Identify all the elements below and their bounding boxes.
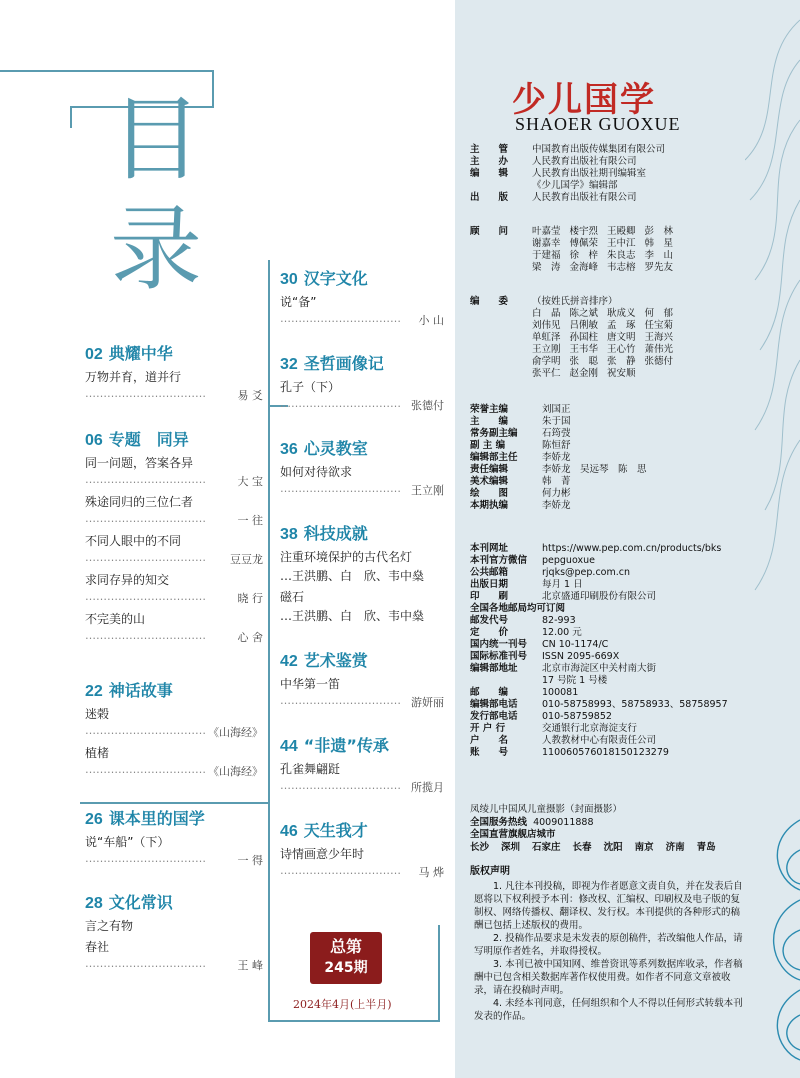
info-value: 每月 1 日 <box>542 579 583 590</box>
person-name: 赵金刚 <box>569 368 599 379</box>
section-number: 42 <box>280 653 298 670</box>
info-value: 陈恒舒 <box>542 440 571 451</box>
person-name: 韦志榕 <box>607 262 636 273</box>
section-number: 46 <box>280 823 298 840</box>
article-author: 王立刚 <box>411 484 444 497</box>
info-key: 邮 编 <box>470 687 509 698</box>
editors-grid <box>532 308 750 380</box>
person-name: 彭 林 <box>644 226 674 237</box>
article-title[interactable]: 注重环境保护的古代名灯 <box>280 550 413 564</box>
article-title[interactable]: 迷榖 <box>85 707 110 721</box>
article-title[interactable]: 说“车船”（下） <box>85 835 170 849</box>
store-city: 深圳 <box>501 841 521 853</box>
toc-section <box>280 818 444 880</box>
person-name: 张平仁 <box>532 368 561 379</box>
publication-info <box>470 543 760 759</box>
frame-line <box>268 260 270 1020</box>
person-name: 祝安顺 <box>607 368 636 379</box>
advisors-grid <box>532 226 750 274</box>
staff-list <box>470 404 750 512</box>
info-value: 110060576018150123279 <box>542 747 669 758</box>
section-number: 44 <box>280 738 298 755</box>
section-title: 汉字文化 <box>303 269 368 288</box>
person-name: 王殿卿 <box>607 226 636 237</box>
frame-line <box>438 925 440 1022</box>
info-value: 何力彬 <box>542 488 571 499</box>
article-title[interactable]: 不同人眼中的不同 <box>85 534 182 548</box>
article-author: 小 山 <box>418 314 444 327</box>
person-name: 单虹泽 <box>532 332 561 343</box>
section-number: 28 <box>85 895 103 912</box>
info-key: 出 版 <box>470 192 509 203</box>
brand-title: 少儿国学 <box>512 80 656 120</box>
brand-title-en: SHAOER GUOXUE <box>515 114 681 134</box>
article-author: 王 峰 <box>237 959 263 972</box>
leader-dots: …………………………… <box>85 590 206 603</box>
info-key: 国内统一刊号 <box>470 639 528 650</box>
article-title[interactable]: 殊途同归的三位仁者 <box>85 495 194 509</box>
section-number: 26 <box>85 811 103 828</box>
info-value: 石筠弢 <box>542 428 571 439</box>
person-name: 任宝菊 <box>644 320 674 331</box>
photo-credit: 凤绫儿中国风儿童摄影（封面摄影） <box>470 804 623 815</box>
frame-line <box>70 106 72 128</box>
toc-section <box>280 648 444 710</box>
article-author: 游妍丽 <box>411 696 444 709</box>
stores-label: 全国直营旗舰店城市 <box>470 829 556 840</box>
person-name: 金海峰 <box>569 262 599 273</box>
info-key: 编辑部电话 <box>470 699 518 710</box>
info-value: 人民教育出版社有限公司 <box>532 192 637 203</box>
toc-section <box>85 890 263 973</box>
person-name: 张 聪 <box>569 356 599 367</box>
leader-dots: …………………………… <box>280 779 401 792</box>
section-title: 天生我才 <box>303 821 368 840</box>
publisher-info <box>470 144 740 204</box>
badge-line2: 245期 <box>324 960 368 976</box>
section-title: 神话故事 <box>108 681 173 700</box>
article-title[interactable]: 诗情画意少年时 <box>280 847 365 861</box>
frame-line <box>0 70 212 72</box>
info-key: 本刊官方微信 <box>470 555 528 566</box>
person-name: 陈之斌 <box>569 308 599 319</box>
info-value: 李娇龙 吴远琴 陈 思 <box>542 464 647 475</box>
info-value: 中国教育出版传媒集团有限公司 <box>532 144 666 155</box>
article-title[interactable]: 说“备” <box>280 295 317 309</box>
store-city: 长春 <box>572 841 592 853</box>
article-author: 晓 行 <box>237 592 263 605</box>
article-author: …王洪鹏、白 欣、韦中燊 <box>280 569 425 583</box>
article-title[interactable]: 磁石 <box>280 590 305 604</box>
article-author: 易 爻 <box>237 389 263 402</box>
person-name: 罗先友 <box>644 262 674 273</box>
advisors-label: 顾 问 <box>470 226 509 237</box>
store-city: 长沙 <box>470 841 490 853</box>
info-value: 北京盛通印刷股份有限公司 <box>542 591 657 602</box>
person-name: 王韦华 <box>569 344 599 355</box>
leader-dots: …………………………… <box>85 473 206 486</box>
info-value: 《少儿国学》编辑部 <box>532 180 618 191</box>
editors <box>470 296 750 380</box>
info-key <box>470 180 532 192</box>
toc-section <box>280 733 444 795</box>
leader-dots: …………………………… <box>280 397 401 410</box>
editors-label: 编 委 <box>470 296 509 307</box>
info-value: ISSN 2095-669X <box>542 651 620 662</box>
person-name: 楼宇烈 <box>569 226 599 237</box>
toc-section <box>280 521 444 624</box>
leader-dots: …………………………… <box>85 852 206 865</box>
article-author: 一 往 <box>237 514 263 527</box>
leader-dots: …………………………… <box>280 312 401 325</box>
person-name: 王心竹 <box>607 344 636 355</box>
section-title: 科技成就 <box>303 524 368 543</box>
info-value: 010-58759852 <box>542 711 612 722</box>
toc-section <box>85 341 263 403</box>
info-key: 责任编辑 <box>470 464 509 475</box>
info-value: 刘国正 <box>542 404 571 415</box>
info-key: 荣誉主编 <box>470 404 509 415</box>
info-value: 人教教材中心有限责任公司 <box>542 735 657 746</box>
person-name: 叶嘉莹 <box>532 226 561 237</box>
info-value: 交通银行北京海淀支行 <box>542 723 638 734</box>
person-name: 梁 涛 <box>532 262 561 273</box>
info-value <box>542 603 760 615</box>
info-key: 邮发代号 <box>470 615 509 626</box>
info-key: 主 管 <box>470 144 509 155</box>
info-value: CN 10-1174/C <box>542 639 609 650</box>
toc-section <box>85 678 263 779</box>
section-number: 38 <box>280 526 298 543</box>
section-title: 课本里的国学 <box>108 809 205 828</box>
toc-heading-char-2: 录 <box>110 196 203 303</box>
article-title[interactable]: 不完美的山 <box>85 612 146 626</box>
article-title[interactable]: 同一问题，答案各异 <box>85 456 194 470</box>
info-key: 美术编辑 <box>470 476 509 487</box>
info-key: 定 价 <box>470 627 509 638</box>
photo-credit-block <box>470 804 728 854</box>
person-name: 徐 梓 <box>569 250 599 261</box>
hotline: 4009011888 <box>533 816 594 828</box>
info-value: 17 号院 1 号楼 <box>542 675 608 686</box>
copyright-item: 2. 投稿作品要求是未发表的原创稿件，若改编他人作品，请写明原作者姓名，并取得授权。 <box>474 933 743 957</box>
info-value: pepguoxue <box>542 555 595 566</box>
person-name: 朱良志 <box>607 250 636 261</box>
info-value: 人民教育出版社期刊编辑室 <box>532 168 647 179</box>
info-key: 发行部电话 <box>470 711 518 722</box>
person-name: 傅佩荣 <box>569 238 599 249</box>
copyright-item: 3. 本刊已被中国知网、维普资讯等系列数据库收录，作者稿酬中已包含相关数据库著作权使用费。如作者不同意文章被收录，请在投稿时声明。 <box>474 959 743 996</box>
person-name: 孟 琢 <box>607 320 636 331</box>
article-author: 豆豆龙 <box>230 553 263 566</box>
section-number: 36 <box>280 441 298 458</box>
info-value: https://www.pep.com.cn/products/bks <box>542 543 722 554</box>
person-name: 王中江 <box>607 238 636 249</box>
info-key: 账 号 <box>470 747 509 758</box>
info-key: 公共邮箱 <box>470 567 509 578</box>
info-key: 绘 图 <box>470 488 509 499</box>
info-key: 编辑部地址 <box>470 663 518 674</box>
section-title: “非遗”传承 <box>303 736 389 755</box>
toc-section <box>280 351 444 413</box>
info-key <box>470 675 542 687</box>
toc-section <box>85 806 263 868</box>
copyright-title: 版权声明 <box>470 866 510 877</box>
section-number: 30 <box>280 271 298 288</box>
frame-line <box>80 802 268 804</box>
info-value: 北京市海淀区中关村南大街 <box>542 663 657 674</box>
article-author: 一 得 <box>237 854 263 867</box>
person-name: 张 静 <box>607 356 636 367</box>
leader-dots: …………………………… <box>85 763 206 776</box>
info-value: 韩 菁 <box>542 476 571 487</box>
info-value: 82-993 <box>542 615 576 626</box>
person-name: 唐文明 <box>607 332 636 343</box>
person-name: 张德付 <box>644 356 674 367</box>
article-author: 张德付 <box>411 399 444 412</box>
info-key: 出版日期 <box>470 579 509 590</box>
store-cities <box>470 842 728 855</box>
info-value: rjqks@pep.com.cn <box>542 567 631 578</box>
issue-date: 2024年4月(上半月) <box>293 998 392 1011</box>
info-value: 12.00 元 <box>542 627 582 638</box>
person-name: 白 晶 <box>532 308 561 319</box>
info-value: 朱于国 <box>542 416 571 427</box>
person-name: 何 郁 <box>644 308 674 319</box>
store-city: 青岛 <box>696 841 716 853</box>
article-title[interactable]: 春社 <box>85 940 110 954</box>
editors-note: （按姓氏拼音排序） <box>532 296 618 307</box>
leader-dots: …………………………… <box>85 629 206 642</box>
leader-dots: …………………………… <box>280 864 401 877</box>
section-number: 06 <box>85 432 103 449</box>
info-value: 100081 <box>542 687 579 698</box>
section-title: 艺术鉴赏 <box>303 651 368 670</box>
info-value: 李娇龙 <box>542 452 571 463</box>
frame-line <box>268 1020 440 1022</box>
person-name: 俞学明 <box>532 356 561 367</box>
leader-dots: …………………………… <box>280 694 401 707</box>
article-author: …王洪鹏、白 欣、韦中燊 <box>280 609 425 623</box>
info-key: 主 办 <box>470 156 509 167</box>
leader-dots: …………………………… <box>85 387 206 400</box>
badge-line1: 总第 <box>329 937 362 956</box>
person-name: 王海兴 <box>644 332 674 343</box>
section-title: 文化常识 <box>108 893 173 912</box>
advisors <box>470 226 750 274</box>
article-author: 马 烨 <box>418 866 444 879</box>
toc-section <box>85 427 263 645</box>
info-key: 本期执编 <box>470 500 509 511</box>
person-name: 李 山 <box>644 250 674 261</box>
article-title[interactable]: 言之有物 <box>85 919 134 933</box>
store-city: 济南 <box>665 841 685 853</box>
leader-dots: …………………………… <box>85 724 206 737</box>
person-name: 孙国柱 <box>569 332 599 343</box>
article-title[interactable]: 中华第一笛 <box>280 677 341 691</box>
store-city: 南京 <box>634 841 654 853</box>
info-key: 主 编 <box>470 416 509 427</box>
info-value: 010-58758993、58758933、58758957 <box>542 699 728 710</box>
person-name: 王立刚 <box>532 344 561 355</box>
toc-section <box>280 266 444 328</box>
person-name: 耿成义 <box>607 308 636 319</box>
store-city: 石家庄 <box>532 841 561 853</box>
info-key: 副 主 编 <box>470 440 506 451</box>
person-name: 吕俐敏 <box>569 320 599 331</box>
info-key: 常务副主编 <box>470 428 518 439</box>
article-title[interactable]: 求同存异的知交 <box>85 573 170 587</box>
info-key: 开 户 行 <box>470 723 506 734</box>
store-city: 沈阳 <box>603 841 623 853</box>
section-number: 32 <box>280 356 298 373</box>
leader-dots: …………………………… <box>280 482 401 495</box>
info-value: 人民教育出版社有限公司 <box>532 156 637 167</box>
toc-section <box>280 436 444 498</box>
info-key: 编辑部主任 <box>470 452 518 463</box>
hotline-label: 全国服务热线 <box>470 816 528 828</box>
info-value: 李娇龙 <box>542 500 571 511</box>
person-name: 萧伟光 <box>644 344 674 355</box>
leader-dots: …………………………… <box>85 512 206 525</box>
article-title[interactable]: 万物并育，道并行 <box>85 370 182 384</box>
info-key: 编 辑 <box>470 168 509 179</box>
person-name: 于建福 <box>532 250 561 261</box>
article-author: 心 舍 <box>237 631 263 644</box>
person-name: 韩 星 <box>644 238 674 249</box>
issue-badge <box>310 932 382 984</box>
person-name: 刘伟见 <box>532 320 561 331</box>
copyright-item: 1. 凡往本刊投稿，即视为作者愿意文责自负，并在发表后自愿将以下权利授予本刊：修改权、汇编权、印刷权及电子版的复制权、网络传播权、翻译权、发行权。本刊提供的各种形式的稿酬已包括上述版权的费用。 <box>474 881 743 931</box>
toc-heading-char-1: 目 <box>110 86 203 193</box>
article-title[interactable]: 孔雀舞翩跹 <box>280 762 341 776</box>
leader-dots: …………………………… <box>85 957 206 970</box>
article-title[interactable]: 孔子（下） <box>280 380 341 394</box>
leader-dots: …………………………… <box>85 551 206 564</box>
copyright-text <box>474 880 746 1023</box>
section-number: 02 <box>85 346 103 363</box>
info-key: 全国各地邮局均可订阅 <box>470 603 566 614</box>
section-title: 典耀中华 <box>108 344 173 363</box>
section-number: 22 <box>85 683 103 700</box>
person-name: 谢嘉幸 <box>532 238 561 249</box>
wave-pattern <box>745 0 800 1078</box>
section-title: 圣哲画像记 <box>303 354 384 373</box>
info-key: 国际标准刊号 <box>470 651 528 662</box>
frame-line <box>212 70 214 108</box>
info-key: 户 名 <box>470 735 509 746</box>
article-author: 《山海经》 <box>208 726 263 739</box>
section-title: 专题 同异 <box>108 430 189 449</box>
copyright-item: 4. 未经本刊同意，任何组织和个人不得以任何形式转载本刊发表的作品。 <box>474 998 743 1022</box>
info-key: 印 刷 <box>470 591 509 602</box>
article-title[interactable]: 植楮 <box>85 746 110 760</box>
article-author: 大 宝 <box>237 475 263 488</box>
info-key: 本刊网址 <box>470 543 509 554</box>
section-title: 心灵教室 <box>303 439 368 458</box>
article-author: 所揽月 <box>411 781 444 794</box>
article-title[interactable]: 如何对待欲求 <box>280 465 353 479</box>
article-author: 《山海经》 <box>208 765 263 778</box>
